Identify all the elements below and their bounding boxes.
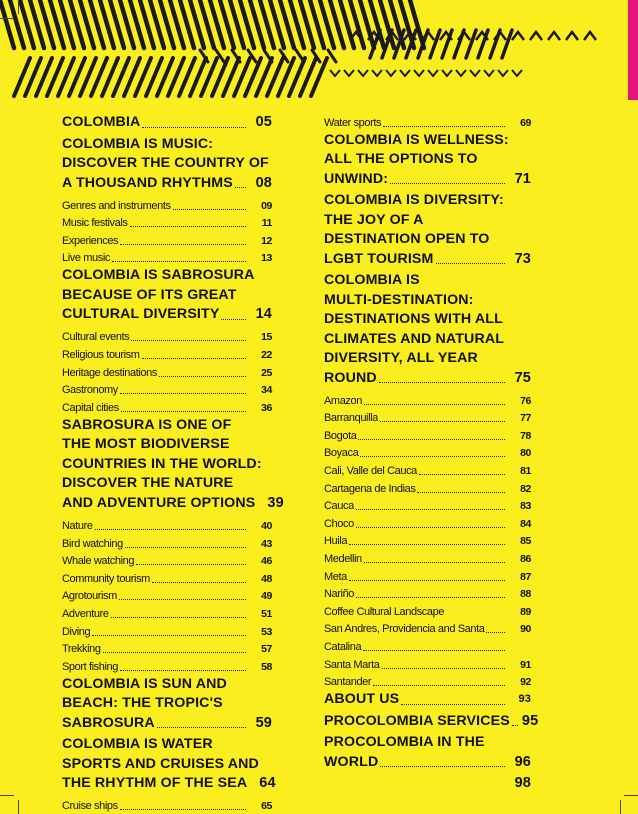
dot-leader <box>356 597 505 598</box>
toc-section-title-line: UNWIND: <box>324 170 389 187</box>
dot-leader <box>130 226 246 227</box>
dot-leader <box>121 411 246 412</box>
toc-subentry[interactable] <box>62 621 272 639</box>
dot-leader <box>364 404 505 405</box>
dot-leader <box>111 617 246 618</box>
dot-leader <box>120 670 246 671</box>
toc-subentry[interactable] <box>62 397 272 415</box>
toc-page-number: 69 <box>520 116 531 129</box>
toc-section-entry[interactable] <box>324 271 531 388</box>
toc-section-entry[interactable] <box>62 416 284 514</box>
toc-subentry[interactable] <box>62 195 272 213</box>
toc-section-title-line: ALL THE OPTIONS TO <box>324 151 478 168</box>
dot-leader <box>152 582 246 583</box>
toc-section-title-line: DESTINATION OPEN TO <box>324 231 490 248</box>
toc-page-number: 92 <box>520 676 531 689</box>
dot-leader <box>356 509 505 510</box>
toc-subentry-title: Live music <box>62 252 110 265</box>
toc-section-title-line: SPORTS AND CRUISES AND <box>62 755 259 772</box>
toc-section-title-line: COLOMBIA IS SUN AND <box>62 675 227 692</box>
toc-subentry[interactable] <box>324 636 531 654</box>
toc-page-number: 25 <box>261 366 272 379</box>
toc-section-entry[interactable] <box>324 690 531 710</box>
toc-section-title-line: DISCOVER THE NATURE <box>62 475 234 492</box>
dot-leader <box>95 529 246 530</box>
dot-leader <box>401 704 505 705</box>
toc-section-title-line: SABROSURA IS ONE OF <box>62 416 232 433</box>
toc-section-title-last-line <box>324 250 531 270</box>
toc-section-entry[interactable] <box>324 733 531 772</box>
dot-leader <box>131 340 246 341</box>
toc-column-left <box>62 112 284 813</box>
toc-subentry-title: Medellin <box>324 553 362 566</box>
dot-leader <box>360 456 505 457</box>
toc-section-title-last-line <box>62 174 272 194</box>
toc-subentry[interactable] <box>324 654 531 672</box>
dot-leader <box>373 685 505 686</box>
toc-section-title-line: CLIMATES AND NATURAL <box>324 330 505 347</box>
toc-section-title-line: ROUND <box>324 369 377 386</box>
toc-section-entry[interactable] <box>324 191 531 269</box>
toc-page-number: 88 <box>520 588 531 601</box>
crop-mark-br-h <box>624 795 638 796</box>
toc-subentry-title: Cartagena de Indias <box>324 482 416 495</box>
toc-subentry-title: Cultural events <box>62 331 130 344</box>
toc-section-title-line: DIVERSITY, ALL YEAR <box>324 350 478 367</box>
toc-page-number: 77 <box>520 412 531 425</box>
toc-subentry[interactable] <box>62 796 272 814</box>
dot-leader <box>120 393 246 394</box>
dot-leader <box>364 562 505 563</box>
toc-section-entry[interactable] <box>324 774 531 794</box>
dot-leader <box>136 564 246 565</box>
toc-section-title-last-line <box>324 170 531 190</box>
dot-leader <box>142 127 246 128</box>
toc-page-number: 53 <box>261 625 272 638</box>
toc-page-number: 93 <box>518 693 531 706</box>
toc-section-title-last-line <box>324 753 531 773</box>
toc-page-number: 46 <box>261 555 272 568</box>
toc-page-number: 86 <box>520 553 531 566</box>
toc-section-title-last-line <box>62 494 284 514</box>
decorative-tribal-pattern <box>0 0 638 110</box>
toc-subentry-title: Sport fishing <box>62 660 118 673</box>
toc-page-number: 12 <box>261 234 272 247</box>
toc-section-entry[interactable] <box>62 266 272 325</box>
toc-subentry-title: Community tourism <box>62 572 150 585</box>
toc-page-number: 59 <box>255 714 272 731</box>
dot-leader <box>417 492 505 493</box>
toc-section-entry[interactable] <box>62 135 272 194</box>
toc-subentry[interactable] <box>62 656 272 674</box>
toc-page-number: 85 <box>520 535 531 548</box>
dot-leader <box>380 421 505 422</box>
toc-page-number: 90 <box>520 623 531 636</box>
toc-subentry[interactable] <box>62 586 272 604</box>
dot-leader <box>390 183 505 184</box>
toc-subentry[interactable] <box>62 362 272 380</box>
dot-leader <box>349 544 505 545</box>
toc-section-title-line: ABOUT US <box>324 691 400 708</box>
toc-section-entry[interactable] <box>324 712 539 732</box>
dot-leader <box>173 209 246 210</box>
toc-subentry[interactable] <box>62 551 272 569</box>
dot-leader <box>120 809 246 810</box>
dot-leader <box>379 382 505 383</box>
toc-subentry[interactable] <box>324 425 531 443</box>
toc-section-title-line: COLOMBIA IS SABROSURA <box>62 267 255 284</box>
toc-page-number: 84 <box>520 517 531 530</box>
toc-column-right <box>324 112 539 796</box>
toc-page-number: 08 <box>255 174 272 191</box>
toc-subentry[interactable] <box>62 568 272 586</box>
toc-subentry-title: Adventure <box>62 607 109 620</box>
toc-section-title-last-line <box>62 774 276 794</box>
toc-section-title-line: BEACH: THE TROPIC'S <box>62 695 223 712</box>
toc-section-entry[interactable] <box>62 735 276 794</box>
dot-leader <box>363 650 505 651</box>
toc-section-entry[interactable] <box>62 113 272 133</box>
toc-subentry[interactable] <box>62 248 272 266</box>
toc-page-number: 91 <box>520 658 531 671</box>
toc-page-number: 13 <box>261 252 272 265</box>
toc-page-number: 14 <box>255 306 272 323</box>
toc-subentry[interactable] <box>324 548 531 566</box>
toc-subentry-title: Genres and instruments <box>62 199 171 212</box>
toc-page-number: 36 <box>261 401 272 414</box>
dot-leader <box>235 187 246 188</box>
dot-leader <box>356 527 505 528</box>
toc-subentry-title: Santa Marta <box>324 658 380 671</box>
crop-mark-bl-v <box>18 800 19 814</box>
toc-subentry-title: Cauca <box>324 500 354 513</box>
toc-page-number: 39 <box>267 494 284 511</box>
dot-leader <box>159 376 246 377</box>
dot-leader <box>112 261 246 262</box>
dot-leader <box>103 652 246 653</box>
toc-page-number: 48 <box>261 572 272 585</box>
toc-subentry-title: Diving <box>62 625 91 638</box>
toc-subentry-title: Santander <box>324 676 372 689</box>
toc-subentry[interactable] <box>324 443 531 461</box>
crop-mark-br-v <box>620 800 621 814</box>
toc-section-title-line: BECAUSE OF ITS GREAT <box>62 286 237 303</box>
toc-section-entry[interactable] <box>324 131 531 190</box>
toc-subentry[interactable] <box>324 619 531 637</box>
toc-page-number: 43 <box>261 537 272 550</box>
toc-section-title-last-line <box>324 774 531 794</box>
dot-leader <box>120 244 246 245</box>
toc-page-number: 87 <box>520 570 531 583</box>
toc-section-title-last-line <box>62 305 272 325</box>
toc-subentry[interactable] <box>62 344 272 362</box>
crop-mark-tl-v <box>18 0 19 14</box>
toc-subentry[interactable] <box>324 112 531 130</box>
toc-subentry[interactable] <box>62 327 272 345</box>
toc-subentry-title: Meta <box>324 570 347 583</box>
toc-section-title-line: COLOMBIA <box>62 114 141 130</box>
toc-section-title-line: WORLD <box>324 753 379 770</box>
toc-subentry[interactable] <box>324 496 531 514</box>
toc-subentry-title: Nariño <box>324 588 355 601</box>
toc-page-number: 80 <box>520 447 531 460</box>
toc-section-title-line: THE MOST BIODIVERSE <box>62 436 230 453</box>
toc-section-title-line: COLOMBIA IS WATER <box>62 736 213 753</box>
toc-page-number: 51 <box>261 607 272 620</box>
toc-subentry[interactable] <box>62 515 272 533</box>
toc-page-number: 57 <box>261 643 272 656</box>
dot-leader <box>383 126 505 127</box>
dot-leader <box>436 263 505 264</box>
toc-subentry[interactable] <box>324 513 531 531</box>
toc-page-number: 96 <box>514 753 531 770</box>
toc-section-title-line: A THOUSAND RHYTHMS <box>62 174 233 191</box>
toc-subentry-title: Boyaca <box>324 447 359 460</box>
dot-leader <box>92 635 246 636</box>
toc-subentry[interactable] <box>324 672 531 690</box>
toc-section-title-line: THE RHYTHM OF THE SEA <box>62 775 248 792</box>
toc-subentry[interactable] <box>324 601 531 619</box>
toc-subentry-title: Heritage destinations <box>62 366 157 379</box>
toc-section-title-last-line <box>62 714 272 734</box>
toc-subentry-title: Choco <box>324 517 354 530</box>
dot-leader <box>358 439 505 440</box>
toc-subentry[interactable] <box>324 478 531 496</box>
toc-section-title-line: AND ADVENTURE OPTIONS <box>62 494 256 511</box>
toc-subentry-title: Agrotourism <box>62 590 117 603</box>
dot-leader <box>157 727 246 728</box>
toc-subentry[interactable] <box>62 533 272 551</box>
dot-leader <box>486 632 505 633</box>
toc-section-title-line: COLOMBIA IS MUSIC: <box>62 135 214 152</box>
toc-page-number: 65 <box>261 800 272 813</box>
toc-page-number: 58 <box>261 660 272 673</box>
toc-subentry-title: Trekking <box>62 643 101 656</box>
toc-section-title-line: COLOMBIA IS <box>324 272 420 289</box>
toc-subentry-title: Huila <box>324 535 348 548</box>
toc-subentry-title: Barranquilla <box>324 412 378 425</box>
dot-leader <box>382 668 505 669</box>
toc-section-title-line: DISCOVER THE COUNTRY OF <box>62 155 269 171</box>
toc-subentry-title: Capital cities <box>62 401 119 414</box>
toc-page-number: 64 <box>259 775 276 792</box>
toc-page-number: 49 <box>261 590 272 603</box>
toc-subentry-title: Gastronomy <box>62 384 118 397</box>
toc-page-number: 40 <box>261 519 272 532</box>
toc-section-entry[interactable] <box>62 675 272 734</box>
toc-subentry-title: Music festivals <box>62 217 128 230</box>
toc-subentry[interactable] <box>62 213 272 231</box>
toc-section-title-last-line <box>62 113 272 133</box>
toc-subentry-title: Bogota <box>324 429 357 442</box>
dot-leader <box>125 547 246 548</box>
toc-page-number: 15 <box>261 331 272 344</box>
toc-section-title-line: CULTURAL DIVERSITY <box>62 306 220 323</box>
toc-subentry-title: Nature <box>62 519 93 532</box>
toc-subentry[interactable] <box>324 584 531 602</box>
toc-section-title-line: COUNTRIES IN THE WORLD: <box>62 455 262 472</box>
toc-page-number: 81 <box>520 465 531 478</box>
toc-subentry[interactable] <box>62 639 272 657</box>
toc-page-number: 75 <box>514 369 531 386</box>
toc-section-title-line: THE JOY OF A <box>324 211 424 228</box>
toc-section-title-line: SABROSURA <box>62 714 155 731</box>
toc-page-number: 76 <box>520 394 531 407</box>
toc-subentry-title: Cruise ships <box>62 800 118 813</box>
toc-section-title-line: COLOMBIA IS DIVERSITY: <box>324 192 504 209</box>
toc-subentry-title: Amazon <box>324 394 362 407</box>
toc-section-title-last-line <box>324 690 531 710</box>
toc-section-title-last-line <box>324 369 531 389</box>
toc-page-number: 95 <box>521 712 539 729</box>
toc-section-title-line: DESTINATIONS WITH ALL <box>324 311 503 328</box>
toc-page-number: 89 <box>520 605 531 618</box>
toc-page-number: 73 <box>514 250 531 267</box>
toc-page-number: 05 <box>255 114 272 130</box>
toc-subentry[interactable] <box>62 380 272 398</box>
crop-mark-tl-h <box>0 18 14 19</box>
toc-section-title-line: LGBT TOURISM <box>324 250 434 267</box>
dot-leader <box>512 725 518 726</box>
toc-subentry-title: Coffee Cultural Landscape <box>324 605 445 618</box>
toc-subentry-title: Bird watching <box>62 537 123 550</box>
toc-subentry-title: Catalina <box>324 641 362 653</box>
toc-subentry-title: Cali, Valle del Cauca <box>324 465 417 478</box>
toc-subentry[interactable] <box>324 408 531 426</box>
toc-section-title-line: PROCOLOMBIA SERVICES <box>324 712 510 729</box>
toc-subentry[interactable] <box>62 230 272 248</box>
toc-page-number: 98 <box>514 775 531 792</box>
toc-section-title-line: COLOMBIA IS WELLNESS: <box>324 131 509 148</box>
toc-page-number: 71 <box>514 170 531 187</box>
toc-subentry[interactable] <box>324 460 531 478</box>
toc-page-number: 09 <box>261 199 272 212</box>
toc-page-number: 82 <box>520 482 531 495</box>
toc-subentry[interactable] <box>62 603 272 621</box>
dot-leader <box>142 358 246 359</box>
toc-subentry[interactable] <box>324 390 531 408</box>
toc-subentry-title: Water sports <box>324 116 382 129</box>
dot-leader <box>349 580 505 581</box>
toc-page-number: 78 <box>520 429 531 442</box>
toc-subentry[interactable] <box>324 566 531 584</box>
toc-section-title-line: PROCOLOMBIA IN THE <box>324 734 485 751</box>
toc-subentry[interactable] <box>324 531 531 549</box>
dot-leader <box>119 599 246 600</box>
toc-page-number: 22 <box>261 349 272 362</box>
toc-subentry-title: Religious tourism <box>62 349 140 362</box>
toc-subentry-title: Whale watching <box>62 555 135 568</box>
dot-leader <box>419 474 505 475</box>
toc-page-number: 34 <box>261 384 272 397</box>
dot-leader <box>380 766 505 767</box>
toc-subentry-title: San Andres, Providencia and Santa <box>324 623 485 636</box>
toc-section-title-last-line <box>324 712 539 732</box>
toc-page-number: 83 <box>520 500 531 513</box>
crop-mark-bl-h <box>0 795 14 796</box>
dot-leader <box>221 319 246 320</box>
toc-section-title-line: MULTI-DESTINATION: <box>324 291 474 308</box>
toc-subentry-title: Experiences <box>62 234 119 247</box>
section-tab-marker <box>628 0 638 100</box>
toc-page-number: 11 <box>261 217 272 230</box>
